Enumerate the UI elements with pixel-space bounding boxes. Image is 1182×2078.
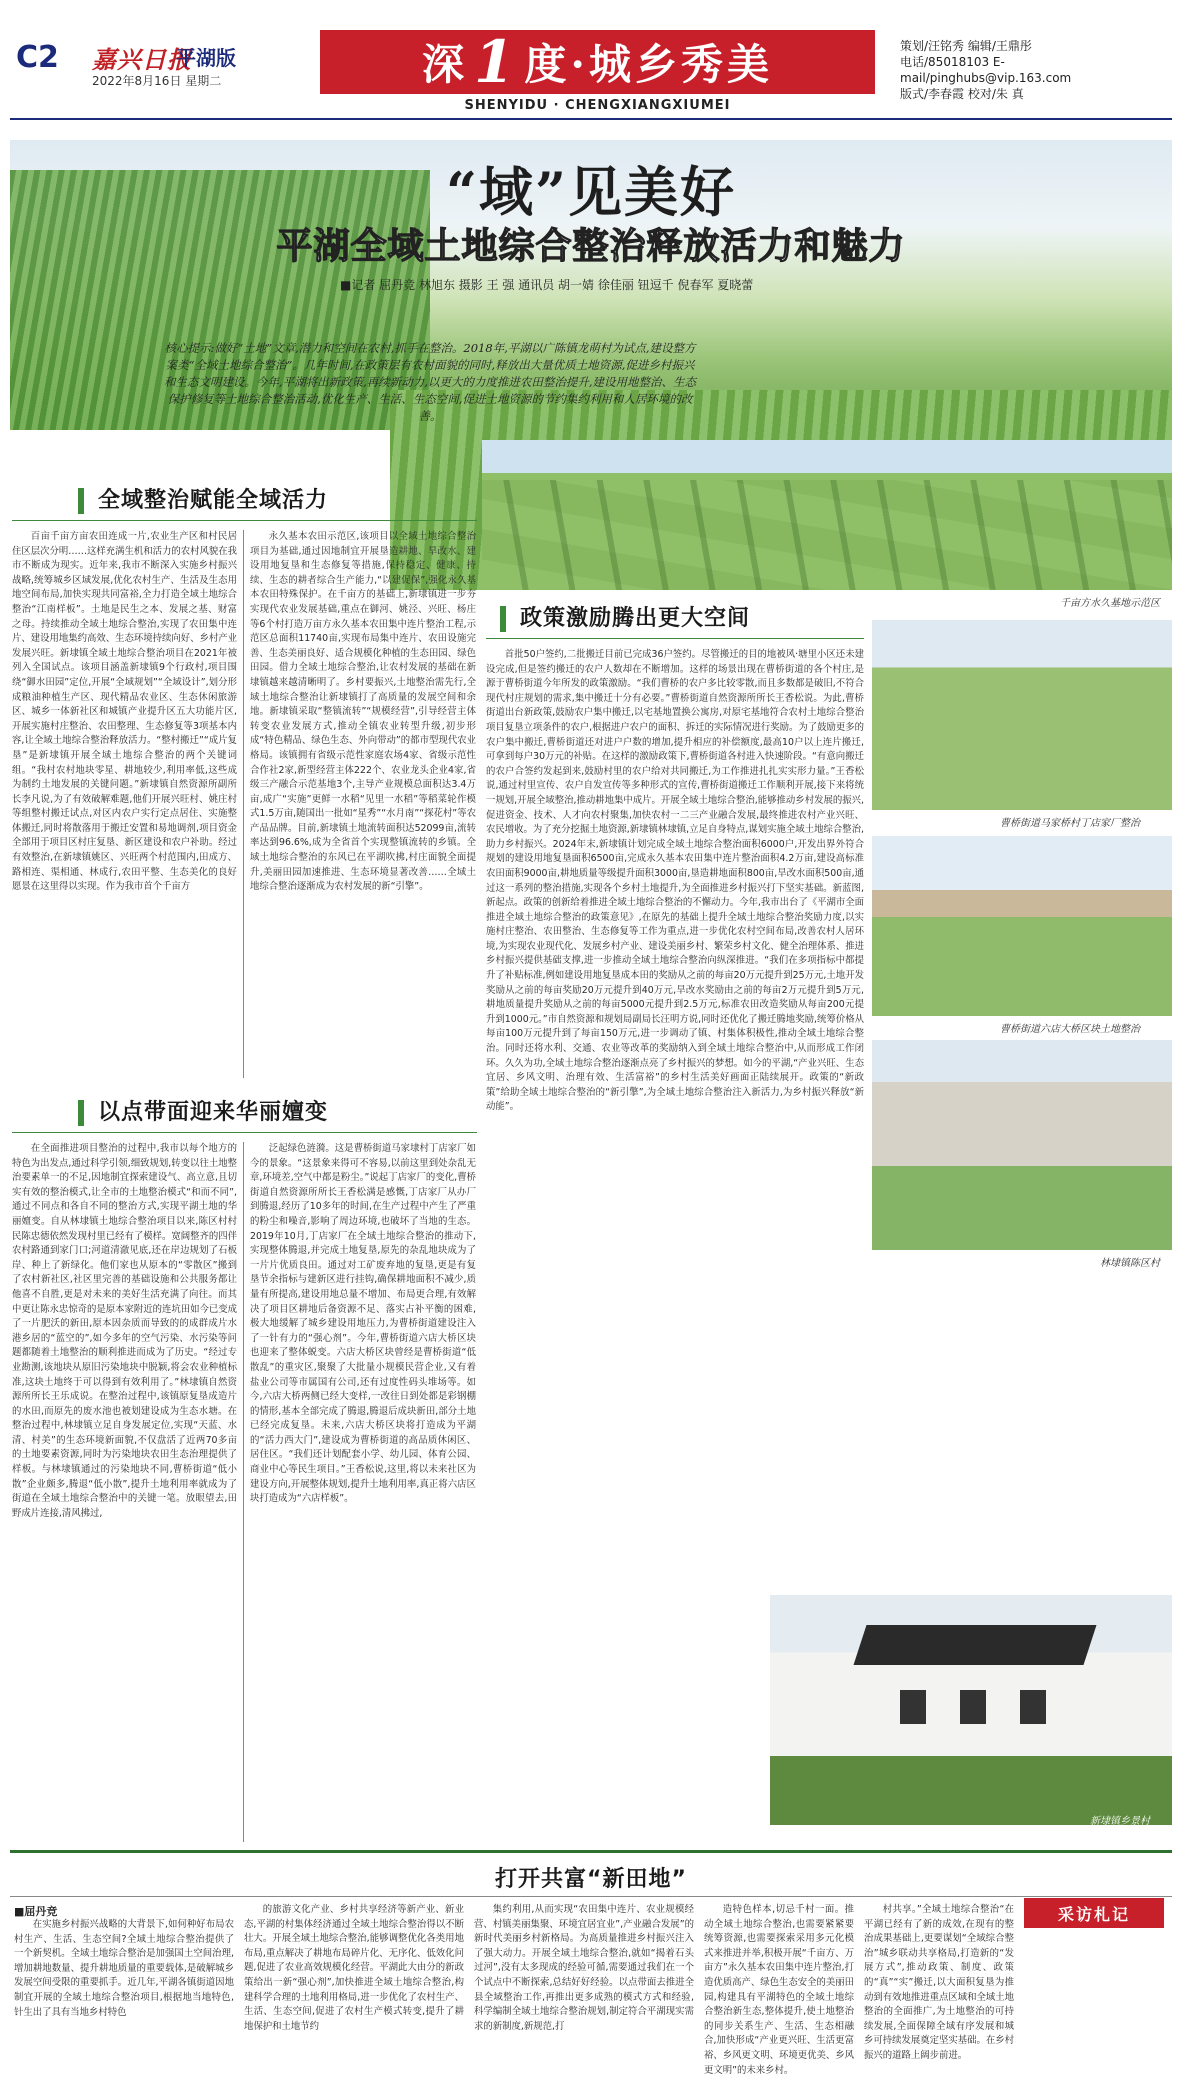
banner-number: 1 [474, 28, 519, 96]
section-title-4: 打开共富“新田地” [495, 1867, 687, 1892]
section-3-column-2: 泛起绿色涟漪。这是曹桥街道马家埭村丁店家厂如今的景象。“这景象来得可不容易,以前这里到处杂乱无章,环境差,空气中都是粉尘。”说起丁店家厂的变化,曹桥街道自然资源所所长王香松满是感慨,丁店家厂从办厂到腾退,经历了10多年的时间,在生产过程中产生了严重的粉尘和噪音,影响了周边环境,也破坏了当地的生态。2019年10月,丁店家厂在全域土地综合整治的推动下,实现整体腾退,并完成土地复垦,原先的杂乱地块成为了一片片优质良田。通过对工矿废弃地的复垦,更是有复垦节余指标与建新区进行挂钩,确保耕地面积不减少,质量有所提高,建设用地总量不增加、布局更合理,有效解决了项目区耕地后备资源不足、落实占补平衡的困难,极大地缓解了城乡建设用地压力,为曹桥街道建设注入了一针有力的“强心剂”。今年,曹桥街道六店大桥区块也迎来了整体蜕变。六店大桥区块曾经是曹桥街道“低散乱”的重灾区,聚聚了大批量小规模民营企业,又有着盐业公司等市属国有公司,还有过度性码头堆场等。如今,六店大桥两侧已经大变样,一改往日到处都是彩钢棚的情形,基本全部完成了腾退,腾退后成块新田,部分土地已经完成复垦。未来,六店大桥区块将打造成为平湖的“活力西大门”,建设成为曹桥街道的高品质休闲区、居住区。“我们还计划配套小学、幼儿园、体育公园、商业中心等民生项目。”王香松说,这里,将以未来社区为建设方向,开展整体规划,提升土地利用率,真正将六店区块打造成为“六店样板”。 [250, 1143, 476, 1505]
caption-1: 千亩方水久基地示范区 [1060, 598, 1160, 609]
banner-suffix: 度·城乡秀美 [524, 40, 773, 89]
section-1-column-1: 百亩千亩方亩农田连成一片,农业生产区和村民居住区层次分明……这样充满生机和活力的农村风貌在我市不断成为现实。近年来,我市不断深入实施乡村振兴战略,统筹城乡区域发展,优化农村生产、生活及生态用地空间布局,加快实现共同富裕,全力打造全域土地综合整治“江南样板”。土地是民生之本、发展之基、财富之母。持续推动全域土地综合整治,实现了农田集中连片、建设用地集约高效、生态环境持续向好、乡村产业发展兴旺。新埭镇全域土地综合整治项目在2021年被列入全国试点。该项目涵盖新埭镇9个行政村,项目围绕“御水田园”定位,开展“全域规划”“全域设计”,划分形成粮油种植生产区、现代精品农业区、生态休闲旅游区、城乡一体新社区和城镇产业提升区五大功能片区,开展实施村庄整治、农田整理、生态修复等3项基本内容,让全域土地综合整治释放活力。“整村搬迁”“成片复垦”是新埭镇开展全域土地综合整治的两个关键词组。“我村农村地块零星、耕地较少,利用率低,这些成为制约土地发展的关键问题。”新埭镇自然资源所副所长李凡说,为了有效破解难题,他们开展兴旺村、姚庄村等组整村搬迁试点,对区内农户实行定点居住、实施整体搬迁,同时将散落用于搬迁安置和易地调剂,项目资金全部用于项目区村庄复垦、新区建设和农户补助。经过有效整治,在新埭镇姚区、兴旺两个村范围内,田成方、路相连、渠相通、林成行,农田平整、生态美化的良好愿景在这里得以实现。作为我市首个千亩方 [12, 531, 238, 893]
caption-2: 曹桥街道马家桥村丁店家厂整治 [1000, 818, 1140, 829]
headline-subtitle: 平湖全域土地综合整治释放活力和魅力 [276, 226, 906, 267]
section-rule-3 [12, 1132, 477, 1133]
photo-liudian-bridge-block [872, 836, 1172, 1016]
staff-line-3: 版式/李春霞 校对/朱 真 [900, 87, 1024, 101]
section-4-column-3: 集约利用,从而实现“农田集中连片、农业规模经营、村镇美丽集聚、环境宜居宜业”,产业融合发展”的新时代美丽乡村新格局。为高质量推进乡村振兴注入了强大动力。开展全域土地综合整治,就如“揭着石头过河”,没有太多现成的经验可循,需要通过我们在一个个试点中不断探索,总结好好经验。以点带面去推进全县全域整治工作,再推出更多成熟的模式方式和经验,科学编制全域土地综合整治规划,制定符合平湖现实需求的新制度,新规范,打 [474, 1904, 694, 2032]
photo-chenqu-village [872, 1040, 1172, 1250]
section-4-column-5: 村共享。”全域土地综合整治“在平湖已经有了新的成效,在现有的整治成果基础上,更要谋划“全域综合整治”城乡联动共享格局,打造新的“发展方式”,推动政策、制度、政策的“真”“实”搬迁,以大面积复垦为推动到有效地推进重点区域和全域土地整治的全面推广,为土地整治的可持续发展,全面保障全域有序发展和城乡可持续发展奠定坚实基础。在乡村振兴的道路上阔步前进。 [864, 1904, 1015, 2061]
bottom-divider [10, 1896, 1172, 1897]
section-title-3: 以点带面迎来华丽嬗变 [78, 1100, 328, 1126]
core-prompt: 核心提示:做好“土地”文章,潜力和空间在农村,抓手在整治。2018年,平湖以广陈镇龙萌村为试点,建设整方案类“全域土地综合整治”。几年时间,在政策层有农村面貌的同时,释放出大量优质土地资源,促进乡村振兴和生态文明建设。今年,平湖将出新政策,再续新动力,以更大的力度推进农田整治提升,建设用地整治、生态保护修复等土地综合整治活动,优化生产、生活、生态空间,促进土地资源的节约集约利用和人居环境的改善。 [163, 341, 697, 423]
banner-prefix: 深 [422, 40, 469, 89]
page-number: C2 [16, 40, 59, 75]
section-4-column-2: 的旅游文化产业、乡村共享经济等新产业、新业态,平湖的村集体经济通过全域土地综合整治得以不断壮大。开展全域土地综合整治,能够调整优化各类用地布局,重点解决了耕地布局碎片化、无序化、低效化问题,促进了农业高效规模化经营。平湖此大由分的新政策给出一新“强心剂”,加快推进全域土地综合整治,构建科学合理的土地利用格局,进一步优化了农村生产、生活、生态空间,促进了农村生产模式转变,提升了耕地保护和土地节约 [244, 1904, 464, 2032]
commentary-byline: ■屈丹竞 [14, 1905, 58, 1918]
photo-aerial-fields [482, 440, 1172, 590]
column-divider [243, 1142, 244, 1842]
section-4-column-1: 在实施乡村振兴战略的大背景下,如何种好布局农村生产、生活、生态空间?全域土地综合整治提供了一个新契机。全域土地综合整治是加强国土空间治理,增加耕地数量、提升耕地质量的重要载体,是破解城乡发展空间受限的重要抓手。近几年,平湖各镇街道因地制宜开展的全域土地综合整治项目,根据地当地特色,针生出了具有当地乡村特色 [14, 1919, 234, 2018]
edition-name: 平湖版 [176, 46, 236, 70]
section-banner [320, 30, 875, 94]
section-3-column-1: 在全面推进项目整治的过程中,我市以每个地方的特色为出发点,通过科学引领,细致规划,转变以往土地整治要素单一的不足,因地制宜探索建设气、高立意,且切实有效的整治模式,让全市的土地整治模式“和而不同”,通过不同点和各自不同的整治方式,实现平湖土地的华丽嬗变。自从林埭镇土地综合整治项目以来,陈区村村民陈忠德依然发现村里已经有了模样。宽阔整齐的四伴农村路通到家门口;河道清澈见底,还在岸边规划了石板岸、种上了新绿化。他们家也从原本的“零散区”搬到了农村新社区,社区里完善的基础设施和公共服务都让他喜不自胜,更是对未来的美好生活充满了向往。而其中更让陈永忠惊奇的是原本家附近的连坑田如今已变成了一片肥沃的新田,原本因杂质而导致的的成群成片水港乡居的“蓝空的”,如今多年的空气污染、水污染等问题都随着土地整治的顺利推进而成为了历史。“经过专业勘测,该地块从原旧污染地块中脱颖,将会农业种植标准,这块土地终于可以得到有效利用了。”林埭镇自然资源所所长王乐成说。在整治过程中,该镇原复垦成造片的水田,而原先的废水池也被划建设成为生态水塘。在整治过程中,林埭镇立足自身发展定位,实现“天蓝、水清、村美”的生态环境新面貌,不仅盘活了近两70多亩的土地要素资源,同时为污染地块农田生态治理提供了样板。与林埭镇通过的污染地块不同,曹桥街道“低小散”企业颇多,腾退“低小散”,提升土地利用率就成为了街道在全域土地综合整治中的关键一笔。放眼望去,田野成片连接,清风拂过, [12, 1143, 238, 1519]
caption-5: 新埭镇乡景村 [1090, 1816, 1150, 1827]
masthead-rule [10, 118, 1172, 120]
photo-village-house [770, 1595, 1172, 1825]
section-1-column-2: 永久基本农田示范区,该项目以全域土地综合整治项目为基础,通过因地制宜开展垦造耕地、旱改水、建设用地复垦和生态修复等措施,保持稳定、健康、持续、生态的耕者综合生产能力,“以建促保”,强化永久基本农田特殊保护。在千亩方的基础上,新埭镇进一步夯实现代农业发展基础,重点在御河、姚泾、兴旺、杨庄等6个村打造万亩方永久基本农田集中连片整治工程,示范区总面积11740亩,实现布局集中连片、农田设施完善、生态美丽良好、适合规模化种植的生态田园、绿色田园。借力全域土地综合整治,让农村发展的基础在新埭镇越来越清晰明了。乡村要振兴,土地整治需先行,全域土地综合整治让新埭镇打了高质量的发展空间和余地。新埭镇采取“整镇流转”“规模经营”,引导经营主体转变农业发展方式,推动全镇农业转型升级,初步形成“特色精品、绿色生态、外向带动”的都市型现代农业格局。该镇拥有省级示范性家庭农场4家、省级示范性合作社2家,新型经营主体222个、农业龙头企业4家,省级三产融合示范基地3个,主导产业规模总面积达3.4万亩,成广“实施”更鲜一水稻“见里一水稻”等稻菜轮作模式1.5万亩,随国出一批如“星秀”“水月南”“探花村”等农产品品牌。目前,新埭镇土地流转面积达52099亩,流转率达到96.6%,成为全省首个实现整镇流转的乡镇。全域土地综合整治的东风已在平湖吹拂,村庄面貌全面提升,美丽田园加速推进、生态环境显著改善……全域土地综合整治逐渐成为农村发展的新“引擎”。 [250, 531, 476, 893]
interview-notes-badge: 采访札记 [1024, 1898, 1164, 1928]
section-rule-1 [12, 520, 477, 521]
bottom-top-rule [10, 1850, 1172, 1853]
caption-3: 曹桥街道六店大桥区块土地整治 [1000, 1024, 1140, 1035]
staff-line-1: 策划/汪铭秀 编辑/王鼎彤 [900, 39, 1032, 53]
section-rule-2 [486, 638, 864, 639]
staff-line-2: 电话/85018103 E-mail/pinghubs@vip.163.com [900, 55, 1072, 85]
newspaper-name: 嘉兴日报 [92, 45, 192, 74]
section-4-column-4: 造特色样本,切忌千村一面。推动全域土地综合整治,也需要紧紧要统筹资源,也需要探索采用多元化模式来推进并举,积极开展“千亩方、万亩方”永久基本农田集中连片整治,打造优质高产、绿色生态安全的美丽田园,构建具有平湖特色的全域土地综合整治新生态,整体提升,使土地整治的同步关系生产、生活、生态相融合,加快形成“产业更兴旺、生活更富裕、乡风更文明、环境更优美、乡风更文明”的未来乡村。 [704, 1904, 855, 2076]
caption-4: 林埭镇陈区村 [1100, 1258, 1160, 1269]
banner-pinyin: SHENYIDU · CHENGXIANGXIUMEI [464, 98, 731, 113]
photo-dingdian-factory-site [872, 620, 1172, 810]
section-2-column: 首批50户签约,二批搬迁目前已完成36户签约。尽管搬迁的目的地被风·塘里小区还未建设完成,但是签约搬迁的农户人数却在不断增加。这样的场景出现在曹桥街道的各个村庄,是源于曹桥街道今年所发的政策激励。“我们曹桥的农户多比较零散,而且多数都是破旧,不符合现代村庄规划的需求,集中搬迁十分有必要。”曹桥街道自然资源所所长王香松说。为此,曹桥街道出台新政策,鼓励农户集中搬迁,以宅基地置换公寓房,对原宅基地符合农村土地综合整治项目复垦立项条件的农户,根据进户农户的面积、拆迁的实际情况进行奖励。为了鼓励更多的农户集中搬迁,曹桥街道还对进户户数的增加,提升相应的补偿额度,最高10户以上连片搬迁,可拿到每户30万元的补贴。在这样的激励政策下,曹桥街道各村进入快速阶段。“有意向搬迁的农户合签约发起到来,鼓励村里的农户给对共同搬迁,为工作推进扎扎实实形力量。”王香松说,通过村里宣传、农户自发宣传等多种形式的宣传,曹桥街道搬迁工作顺利开展,接下来将统一规划,开展全域整治,推动耕地集中成片。开展全域土地综合整治,能够推动乡村发展的振兴,促进资金、技术、人才向农村聚集,加快农村一二三产业融合发展,最终推进农村产业兴旺、农民增收。为了充分挖掘土地资源,新埭镇林埭镇,立足自身特点,谋划实施全域土地综合整治,助力乡村振兴。2024年末,新埭镇计划完成全域土地综合整治面积6000户,开发出界外符合规划的建设用地复垦面积6500亩,完成永久基本农田集中连片整治面积4.2万亩,建设高标准农田面积9000亩,耕地质量等级提升面积3000亩,垦造耕地面积800亩,旱改水面积500亩,通过这一系列的整治措施,实现各个乡村土地提升,为全面推进乡村振兴打下坚实基础。新蓝图,新起点。政策的创新给着推进全域土地综合整治的不懈动力。今年,我市出台了《平湖市全面推进全域土地综合整治的政策意见》,在原先的基础上提升全域土地综合整治奖励力度,以实施村庄整治、农田整治、生态修复等工作为重点,进一步优化农村空间布局,改善农村人居环境,为实现农业现代化、发展乡村产业、建设美丽乡村、繁荣乡村文化、健全治理体系、推进乡村振兴提供基础支撑,进一步推动全域土地综合整治向纵深推进。“我们在多项指标中都提升了补贴标准,例如建设用地复垦成本田的奖励从之前的每亩20万元提升到25万元,土地开发奖励从之前的每亩奖励20万元提升到40万元,旱改水奖励由之前的每亩2万元提升到5万元,耕地质量提升奖励从之前的每亩5000元提升到2.5万元,标准农田改造奖励从每亩200元提升到1000元。”市自然资源和规划局副局长汪明方说,同时还优化了搬迁腾地奖励,统筹价格从每亩100万元提升到了每亩150万元,进一步调动了镇、村集体积极性,推动全域土地综合整治。同时还将水利、交通、农业等改革的奖励纳入到全域土地综合整治中,从而形成工作闭环。久久为功,全域土地综合整治逐渐点亮了乡村振兴的梦想。如今的平湖,“产业兴旺、生态宜居、乡风文明、治理有效、生活富裕”的乡村生活美好画面正陆续展开。政策的“新政策”给助全域土地综合整治的“新引擎”,为全域土地综合整治注入新活力,为乡村振兴释放“新动能”。 [486, 649, 864, 1113]
headline-byline: ■记者 屈丹竞 林旭东 摄影 王 强 通讯员 胡一婧 徐佳丽 钮逗千 倪春军 夏晓蕾 [340, 278, 754, 292]
section-title-1: 全域整治赋能全域活力 [78, 488, 328, 514]
headline-title: “域”见美好 [445, 160, 737, 224]
column-divider [243, 530, 244, 1078]
issue-date: 2022年8月16日 星期二 [92, 74, 222, 88]
section-title-2: 政策激励腾出更大空间 [500, 606, 750, 632]
staff-credits [900, 38, 1170, 102]
